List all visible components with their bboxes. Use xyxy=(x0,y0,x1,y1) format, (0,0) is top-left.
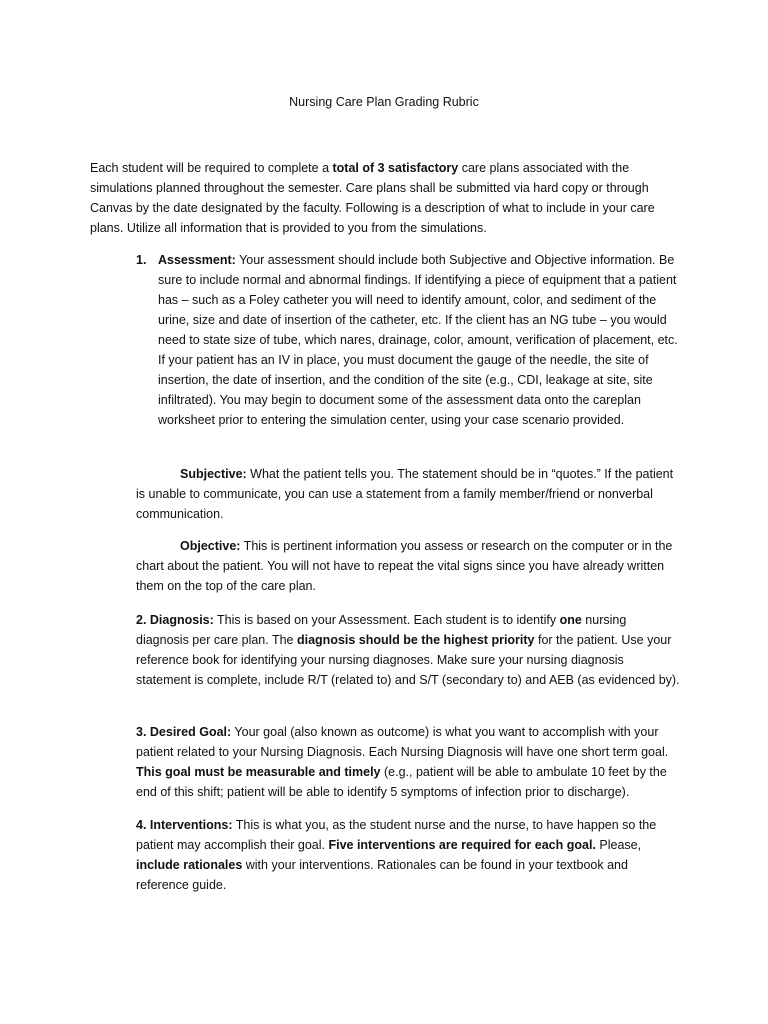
intro-text-2: care plans associated with the simulations planned throughout the semester. Care plans shall be submitted via hard copy or through Canvas by the date designated by the faculty. Following is a description of what to include in your care plans. Utilize all information that is provided to you from the simulations. xyxy=(90,161,655,235)
diagnosis-label: 2. Diagnosis: xyxy=(136,613,214,627)
interventions-paragraph xyxy=(136,815,681,895)
page-title: Nursing Care Plan Grading Rubric xyxy=(289,95,479,109)
interventions-text-1: This is what you, as the student nurse and the nurse, to have happen so the patient may accomplish their goal. xyxy=(136,818,657,852)
subjective-label: Subjective: xyxy=(180,467,247,481)
subjective-text: What the patient tells you. The statement should be in “quotes.” If the patient is unable to communicate, you can use a statement from a family member/friend or nonverbal communication. xyxy=(136,467,674,521)
assessment-item xyxy=(136,250,681,430)
diagnosis-bold-2: diagnosis should be the highest priority xyxy=(296,633,535,647)
interventions-label: 4. Interventions: xyxy=(136,818,233,832)
diagnosis-text-2: nursing diagnosis per care plan. The xyxy=(136,613,627,647)
goal-paragraph xyxy=(136,722,681,802)
objective-paragraph xyxy=(136,536,681,596)
assessment-label: Assessment: xyxy=(158,253,236,267)
interventions-bold-2: include rationales xyxy=(136,858,243,872)
assessment-text: Your assessment should include both Subjective and Objective information. Be sure to include normal and abnormal findings. If identifying a piece of equipment that a patient has – such as a Foley catheter you will need to identify amount, color, and sediment of the urine, size and date of insertion of the catheter, etc. If the client has an NG tube – you would need to state size of tube, which nares, drainage, color, amount, verification of placement, etc. If your patient has an IV in place, you must document the gauge of the needle, the site of insertion, the date of insertion, and the condition of the site (e.g., CDI, leakage at site, site infiltrated). You may begin to document some of the assessment data onto the careplan worksheet prior to entering the simulation center, using your case scenario provided. xyxy=(158,253,678,427)
diagnosis-text-1: This is based on your Assessment. Each student is to identify xyxy=(213,613,560,627)
goal-text-1: Your goal (also known as outcome) is what you want to accomplish with your patient related to your Nursing Diagnosis. Each Nursing Diagnosis will have one short term goal. xyxy=(136,725,669,759)
diagnosis-text-3: for the patient. Use your reference book for identifying your nursing diagnoses. Make sure your nursing diagnosis statement is complete, include R/T (related to) and S/T (secondary to) and AEB (as evidenced by). xyxy=(136,633,680,687)
objective-text: This is pertinent information you assess or research on the computer or in the chart about the patient. You will not have to repeat the vital signs since you have already written them on the top of the care plan. xyxy=(136,539,673,593)
diagnosis-paragraph xyxy=(136,610,681,690)
intro-text-1: Each student will be required to complete a xyxy=(90,161,333,175)
interventions-text-3: with your interventions. Rationales can be found in your textbook and reference guide. xyxy=(136,858,628,892)
assessment-paragraph xyxy=(158,250,681,430)
goal-label: 3. Desired Goal: xyxy=(136,725,232,739)
diagnosis-bold-1: one xyxy=(559,613,582,627)
goal-text-2: (e.g., patient will be able to ambulate 10 feet by the end of this shift; patient will be able to identify 5 symptoms of infection prior to discharge). xyxy=(136,765,667,799)
subjective-paragraph xyxy=(136,464,681,524)
assessment-number: 1. xyxy=(136,253,147,267)
interventions-text-2: Please, xyxy=(595,838,642,852)
intro-paragraph xyxy=(90,158,680,238)
interventions-bold-1: Five interventions are required for each goal. xyxy=(328,838,596,852)
objective-label: Objective: xyxy=(180,539,241,553)
goal-bold-1: This goal must be measurable and timely xyxy=(136,765,381,779)
intro-bold: total of 3 satisfactory xyxy=(332,161,459,175)
